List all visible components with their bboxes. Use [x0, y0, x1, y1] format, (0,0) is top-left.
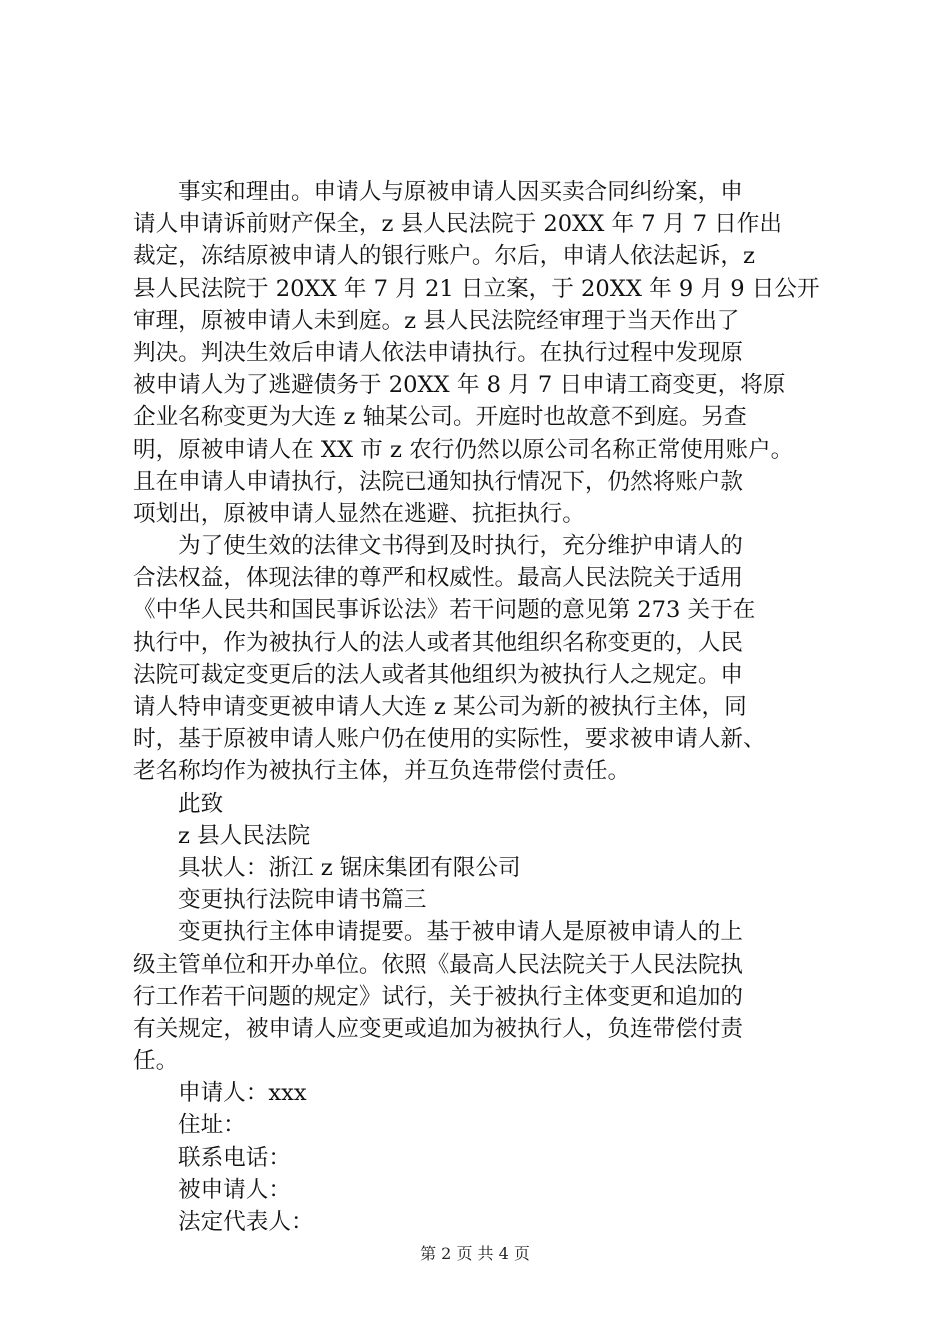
paragraph-line: 请人特申请变更被申请人大连 z 某公司为新的被执行主体，同 [133, 694, 747, 720]
field-phone: 联系电话： [178, 1144, 291, 1171]
paragraph-line: 任。 [133, 1048, 179, 1075]
paragraph-line: 判决。判决生效后申请人依法申请执行。在执行过程中发现原 [133, 339, 744, 366]
paragraph-line: 《中华人民共和国民事诉讼法》若干问题的意见第 273 关于在 [133, 597, 756, 624]
paragraph-line: 审理，原被申请人未到庭。z 县人民法院经审理于当天作出了 [133, 307, 740, 334]
paragraph-line: 被申请人为了逃避债务于 20XX 年 8 月 7 日申请工商变更，将原 [133, 372, 786, 399]
paragraph-line: 行工作若干问题的规定》试行，关于被执行主体变更和追加的 [133, 983, 744, 1010]
paragraph-line: 裁定，冻结原被申请人的银行账户。尔后，申请人依法起诉，z [133, 243, 755, 270]
paragraph-line: 法院可裁定变更后的法人或者其他组织为被执行人之规定。申 [133, 661, 744, 688]
paragraph-line: 有关规定，被申请人应变更或追加为被执行人，负连带偿付责 [133, 1015, 744, 1042]
paragraph-line: 项划出，原被申请人显然在逃避、抗拒执行。 [133, 500, 585, 527]
recipient-court: z 县人民法院 [178, 822, 311, 849]
salutation: 此致 [178, 790, 224, 817]
paragraph-line: 时，基于原被申请人账户仍在使用的实际性，要求被申请人新、 [133, 726, 766, 753]
field-respondent: 被申请人： [178, 1176, 291, 1203]
paragraph-line: 明，原被申请人在 XX 市 z 农行仍然以原公司名称正常使用账户。 [133, 436, 794, 463]
paragraph-line: 为了使生效的法律文书得到及时执行，充分维护申请人的 [178, 533, 743, 560]
section-heading: 变更执行法院申请书篇三 [178, 887, 427, 914]
paragraph-line: 且在申请人申请执行，法院已通知执行情况下，仍然将账户款 [133, 468, 744, 495]
field-address: 住址： [178, 1112, 246, 1139]
paragraph-line: 合法权益，体现法律的尊严和权威性。最高人民法院关于适用 [133, 565, 744, 592]
paragraph-line: 老名称均作为被执行主体，并互负连带偿付责任。 [133, 758, 631, 785]
document-body [133, 176, 833, 1238]
paragraph-line: 执行中，作为被执行人的法人或者其他组织名称变更的，人民 [133, 629, 744, 656]
signatory: 具状人：浙江 z 锯床集团有限公司 [178, 854, 521, 881]
paragraph-line: 请人申请诉前财产保全，z 县人民法院于 20XX 年 7 月 7 日作出 [133, 211, 782, 238]
field-legal-representative: 法定代表人： [178, 1209, 314, 1235]
paragraph-line: 县人民法院于 20XX 年 7 月 21 日立案，于 20XX 年 9 月 9 日公开 [133, 275, 820, 302]
page-number-footer: 第 2 页 共 4 页 [420, 1244, 530, 1263]
paragraph-line: 事实和理由。申请人与原被申请人因买卖合同纠纷案，申 [178, 179, 743, 205]
paragraph-line: 级主管单位和开办单位。依照《最高人民法院关于人民法院执 [133, 951, 744, 978]
paragraph-line: 企业名称变更为大连 z 轴某公司。开庭时也故意不到庭。另查 [133, 404, 747, 431]
field-applicant: 申请人：xxx [178, 1080, 307, 1107]
paragraph-line: 变更执行主体申请提要。基于被申请人是原被申请人的上 [178, 919, 743, 946]
